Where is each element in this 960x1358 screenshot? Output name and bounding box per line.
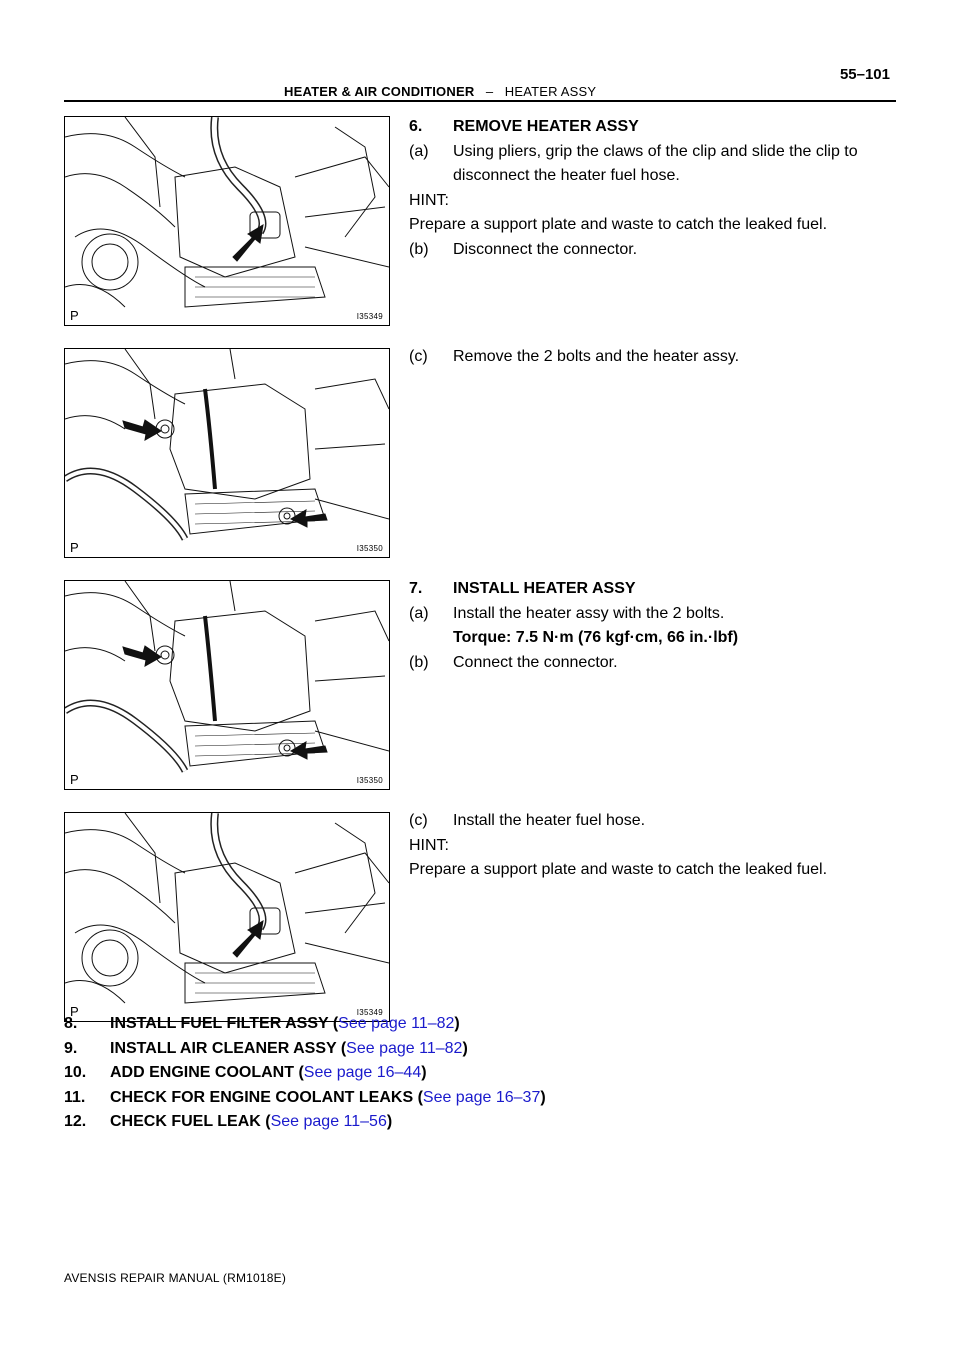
figure-p-label: P xyxy=(70,308,79,323)
install-fuel-hose-instructions xyxy=(409,809,909,883)
torque-spec: Torque: 7.5 N·m (76 kgf·cm, 66 in.·lbf) xyxy=(453,629,739,646)
step-7b: (b) Connect the connector. xyxy=(409,653,618,671)
install-heater-instructions xyxy=(409,577,909,675)
figure-id: I35350 xyxy=(356,776,383,785)
step-7-heading: 7. INSTALL HEATER ASSY xyxy=(409,580,636,597)
step-11: 11. CHECK FOR ENGINE COOLANT LEAKS (See page 16–37) xyxy=(64,1088,546,1106)
step-6a: (a) Using pliers, grip the claws of the clip and slide the clip to xyxy=(409,142,858,160)
figure-id: I35349 xyxy=(356,312,383,321)
step-7a: (a) Install the heater assy with the 2 bolts. xyxy=(409,604,725,622)
hint-label: HINT: xyxy=(409,191,449,209)
step-8: 8. INSTALL FUEL FILTER ASSY (See page 11–82) xyxy=(64,1015,460,1032)
page-header xyxy=(64,62,896,102)
see-page-link[interactable]: See page 11–82 xyxy=(346,1039,463,1057)
page-footer: AVENSIS REPAIR MANUAL (RM1018E) xyxy=(64,1271,287,1285)
step-6a-cont: disconnect the heater fuel hose. xyxy=(453,167,680,184)
hint-label: HINT: xyxy=(409,836,449,854)
figure-id: I35349 xyxy=(356,1008,383,1017)
page-number: 55–101 xyxy=(839,66,890,83)
section-title: HEATER & AIR CONDITIONER – HEATER ASSY xyxy=(284,84,597,99)
remove-heater-instructions xyxy=(409,115,909,262)
step-6-heading: 6. REMOVE HEATER ASSY xyxy=(409,118,639,135)
see-page-link[interactable]: See page 11–82 xyxy=(338,1015,455,1032)
see-page-link[interactable]: See page 16–44 xyxy=(303,1064,422,1081)
figure-heater-bolts-remove xyxy=(64,348,390,558)
header-rule xyxy=(64,100,896,102)
figure-p-label: P xyxy=(70,772,79,787)
figure-id: I35350 xyxy=(356,544,383,553)
hint-text: Prepare a support plate and waste to catch the leaked fuel. xyxy=(409,861,828,878)
figure-fuel-hose-clip xyxy=(64,116,390,326)
see-page-link[interactable]: See page 11–56 xyxy=(270,1113,387,1130)
remaining-steps-list xyxy=(64,1012,546,1135)
figure-p-label: P xyxy=(70,540,79,555)
step-7c: (c) Install the heater fuel hose. xyxy=(409,812,646,829)
step-6b: (b) Disconnect the connector. xyxy=(409,240,638,258)
hint-text: Prepare a support plate and waste to catch the leaked fuel. xyxy=(409,216,828,233)
step-6c: (c) Remove the 2 bolts and the heater assy. xyxy=(409,348,740,365)
figure-fuel-hose-install xyxy=(64,812,390,1022)
see-page-link[interactable]: See page 16–37 xyxy=(422,1088,541,1106)
step-9: 9. INSTALL AIR CLEANER ASSY (See page 11–82) xyxy=(64,1039,468,1057)
remove-bolts-instruction xyxy=(409,345,909,370)
step-10: 10. ADD ENGINE COOLANT (See page 16–44) xyxy=(64,1064,427,1081)
step-12: 12. CHECK FUEL LEAK (See page 11–56) xyxy=(64,1113,393,1130)
figure-p-label: P xyxy=(70,1004,79,1019)
figure-heater-bolts-install xyxy=(64,580,390,790)
